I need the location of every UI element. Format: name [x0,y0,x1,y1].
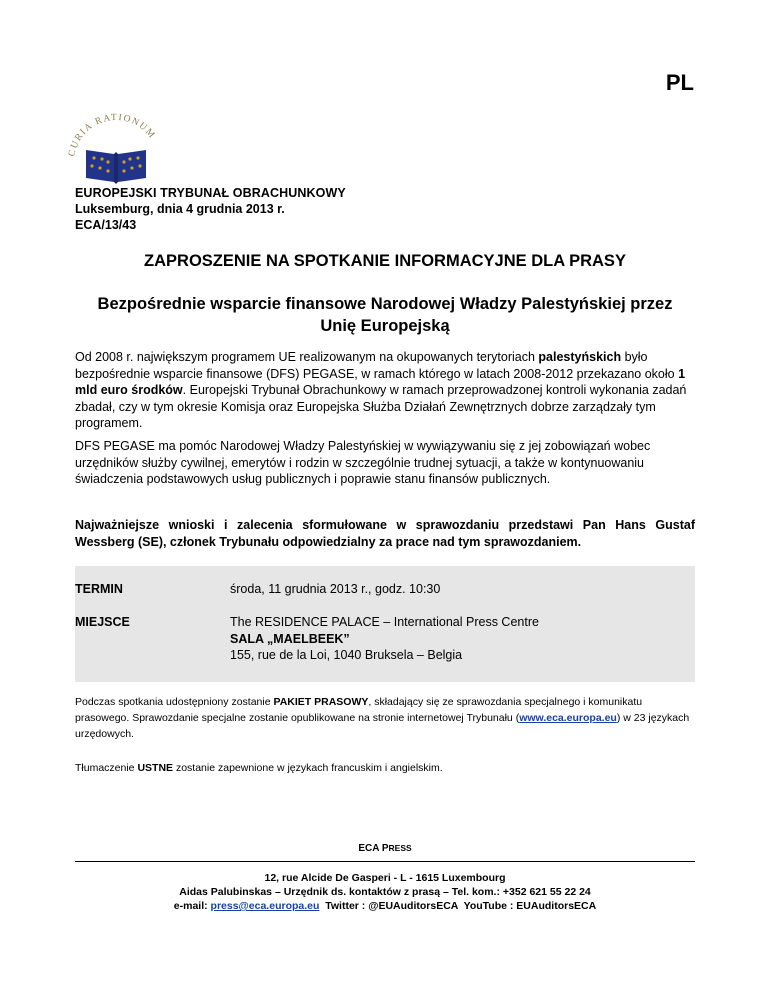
subject-line-1: Bezpośrednie wsparcie finansowe Narodowej Władzy Palestyńskiej przez [97,295,673,313]
book-with-stars-icon [66,110,166,186]
document-header [75,186,695,232]
place-line-1: The RESIDENCE PALACE – International Press Centre [230,615,539,629]
subject-title [75,293,695,337]
time-value: środa, 11 grudnia 2013 r., godz. 10:30 [230,582,441,596]
place-line-3: 155, rue de la Loi, 1040 Bruksela – Belgia [230,648,463,662]
date-line: Luksemburg, dnia 4 grudnia 2013 r. [75,202,285,216]
invitation-title: ZAPROSZENIE NA SPOTKANIE INFORMACYJNE DLA PRASY [144,252,626,270]
subject-line-2: Unię Europejską [320,317,450,335]
eca-logo [66,110,166,186]
reference-number: ECA/13/43 [75,218,137,232]
paragraph-intro: Od 2008 r. największym programem UE realizowanym na okupowanych terytoriach palestyńskich było bezpośrednie wsparcie finansowe (DFS) PEGASE, w ramach którego w latach 2008-2012 przekazano około 1 mld euro środków. Europejski Trybunał Obrachunkowy w ramach przeprowadzonej kontroli wykonania zadań zbadał, czy w tym okresie Komisja oraz Europejska Służba Działań Zewnętrznych dobrze zarządzały tym programem. [75,350,687,430]
footer-title: ECA PRESS [358,843,412,854]
event-details-box [75,566,695,682]
press-kit-note: Podczas spotkania udostępniony zostanie PAKIET PRASOWY, składający się ze sprawozdania specjalnego i komunikatu prasowego. Sprawozdanie specjalne zostanie opublikowane na stronie internetowej Trybunału (www.eca.europa.eu) w 23 językach urzędowych. [75,696,690,740]
interpretation-note: Tłumaczenie USTNE zostanie zapewnione w językach francuskim i angielskim. [75,762,443,774]
logo-arc-text: CURIA RATIONUM [67,112,158,158]
footer-contact [75,871,695,913]
paragraph-purpose: DFS PEGASE ma pomóc Narodowej Władzy Palestyńskiej w wywiązywaniu się z jej zobowiązań wobec urzędników służby cywilnej, emerytów i rodzin w szczególnie trudnej sytuacji, a także w kontynuowaniu świadczenia podstawowych usług publicznych i poprawie stanu finansów publicznych. [75,439,651,486]
footer-divider [75,861,695,862]
place-value [230,614,690,664]
footer-contact-person: Aidas Palubinskas – Urzędnik ds. kontaktów z prasą – Tel. kom.: +352 621 55 22 24 [179,886,591,898]
place-line-2: SALA „MAELBEEK” [230,631,350,646]
organization-name: EUROPEJSKI TRYBUNAŁ OBRACHUNKOWY [75,186,346,200]
footer-online: e-mail: press@eca.europa.eu Twitter : @EUAuditorsECA YouTube : EUAuditorsECA [173,900,597,912]
email-link[interactable]: press@eca.europa.eu [210,900,320,912]
website-link[interactable]: www.eca.europa.eu [519,712,617,724]
language-code: PL [665,70,694,95]
footer-address: 12, rue Alcide De Gasperi - L - 1615 Luxembourg [264,872,506,884]
place-label: MIEJSCE [75,615,130,629]
time-label: TERMIN [75,582,123,596]
paragraph-presenter: Najważniejsze wnioski i zalecenia sformułowane w sprawozdaniu przedstawi Pan Hans Gustaf Wessberg (SE), członek Trybunału odpowiedzialny za prace nad tym sprawozdaniem. [75,518,695,549]
